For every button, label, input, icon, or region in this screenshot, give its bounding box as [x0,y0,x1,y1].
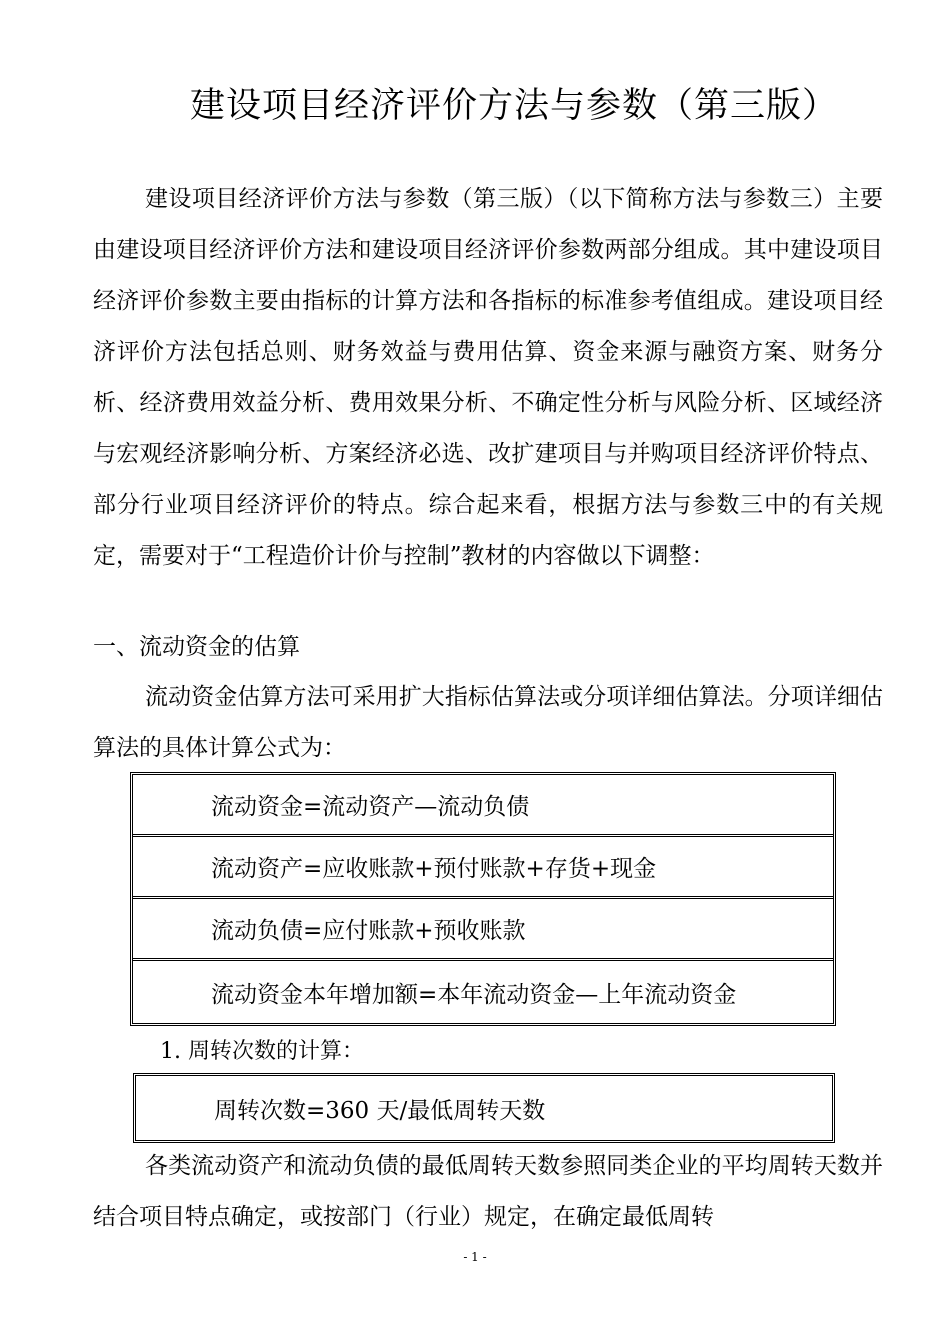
formula-row: 流动负债=应付账款+预收账款 [133,899,833,961]
document-title: 建设项目经济评价方法与参数（第三版） [190,86,839,126]
page-number: - 1 - [463,1250,487,1264]
formula-table [130,772,836,1026]
formula-row: 流动资产=应收账款+预付账款+存货+现金 [133,837,833,899]
formula-row: 流动资金本年增加额=本年流动资金—上年流动资金 [211,981,737,1008]
subsection-heading: 1. 周转次数的计算： [160,1039,364,1064]
section-heading: 一、流动资金的估算 [93,634,300,660]
formula-row: 流动资金=流动资产—流动负债 [133,775,833,837]
turnover-formula-box [133,1073,835,1143]
section-paragraph: 流动资金估算方法可采用扩大指标估算法或分项详细估算法。分项详细估算法的具体计算公式为： [93,684,883,761]
continuation-paragraph: 各类流动资产和流动负债的最低周转天数参照同类企业的平均周转天数并结合项目特点确定，或按部门（行业）规定，在确定最低周转 [93,1153,883,1230]
intro-paragraph: 建设项目经济评价方法与参数（第三版）（以下简称方法与参数三）主要由建设项目经济评价方法和建设项目经济评价参数两部分组成。其中建设项目经济评价参数主要由指标的计算方法和各指标的标准参考值组成。建设项目经济评价方法包括总则、财务效益与费用估算、资金来源与融资方案、财务分析、经济费用效益分析、费用效果分析、不确定性分析与风险分析、区域经济与宏观经济影响分析、方案经济必选、改扩建项目与并购项目经济评价特点、部分行业项目经济评价的特点。综合起来看，根据方法与参数三中的有关规定，需要对于“工程造价计价与控制”教材的内容做以下调整： [93,186,883,569]
turnover-formula: 周转次数=360 天/最低周转天数 [214,1097,546,1124]
